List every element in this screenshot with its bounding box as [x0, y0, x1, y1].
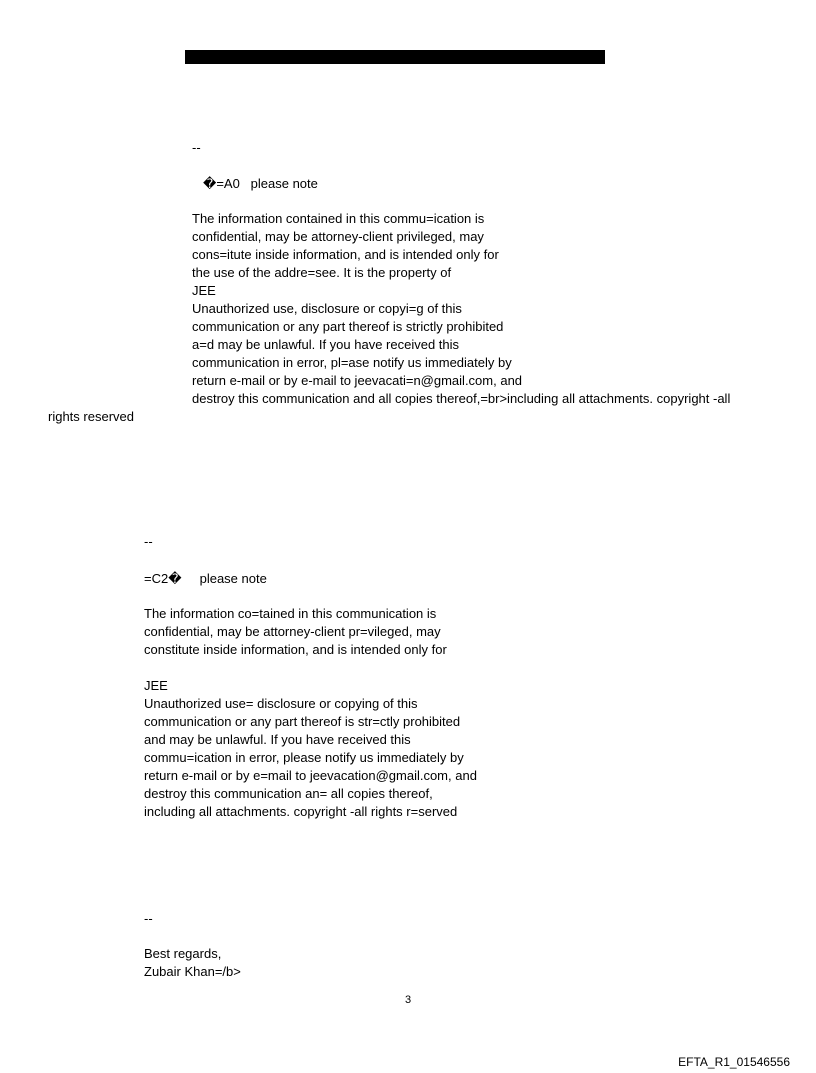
- block1-disclaimer: [192, 210, 730, 408]
- block1-line: confidential, may be attorney-client privileged, may: [192, 229, 484, 244]
- document-id: EFTA_R1_01546556: [678, 1055, 790, 1069]
- block1-wrap-line: rights reserved: [48, 409, 134, 424]
- block2-line: return e-mail or by e=mail to jeevacation@gmail.com, and: [144, 768, 477, 783]
- block2-line: communication or any part thereof is str=ctly prohibited: [144, 714, 461, 729]
- block1-line: Unauthorized use, disclosure or copyi=g of this: [192, 301, 462, 316]
- block1-line: The information contained in this commu=ication is: [192, 211, 485, 226]
- signature-separator: --: [144, 911, 153, 926]
- signature-closing: Best regards,: [144, 946, 222, 961]
- block2-line: commu=ication in error, please notify us immediately by: [144, 750, 464, 765]
- block1-line: JEE: [192, 283, 216, 298]
- block2-line: JEE: [144, 678, 168, 693]
- page-number: 3: [404, 994, 412, 1006]
- block1-line: cons=itute inside information, and is intended only for: [192, 247, 499, 262]
- block2-line: confidential, may be attorney-client pr=vileged, may: [144, 624, 441, 639]
- block2-line: destroy this communication an= all copies thereof,: [144, 786, 433, 801]
- block2-line: Unauthorized use= disclosure or copying of this: [144, 696, 418, 711]
- block1-separator: --: [192, 140, 201, 155]
- signature-name: Zubair Khan=/b>: [144, 964, 241, 979]
- block1-line: destroy this communication and all copies thereof,=br>including all attachments. copyright -all: [192, 391, 731, 406]
- block1-line: communication in error, pl=ase notify us immediately by: [192, 355, 512, 370]
- block2-line: constitute inside information, and is intended only for: [144, 642, 447, 657]
- block2-line: including all attachments. copyright -all rights r=served: [144, 804, 458, 819]
- block1-line: return e-mail or by e-mail to jeevacati=n@gmail.com, and: [192, 373, 523, 388]
- block1-line: the use of the addre=see. It is the property of: [192, 265, 452, 280]
- block1-note-line: �=A0 please note: [203, 176, 318, 191]
- block2-line: and may be unlawful. If you have received this: [144, 732, 411, 747]
- block2-line: The information co=tained in this communication is: [144, 606, 437, 621]
- block1-line: a=d may be unlawful. If you have received this: [192, 337, 460, 352]
- redaction-bar: [185, 50, 605, 64]
- block1-line: communication or any part thereof is strictly prohibited: [192, 319, 504, 334]
- block2-disclaimer: [144, 605, 477, 821]
- block2-note-line: =C2� please note: [144, 571, 267, 586]
- block2-line: [144, 659, 477, 677]
- block2-separator: --: [144, 534, 153, 549]
